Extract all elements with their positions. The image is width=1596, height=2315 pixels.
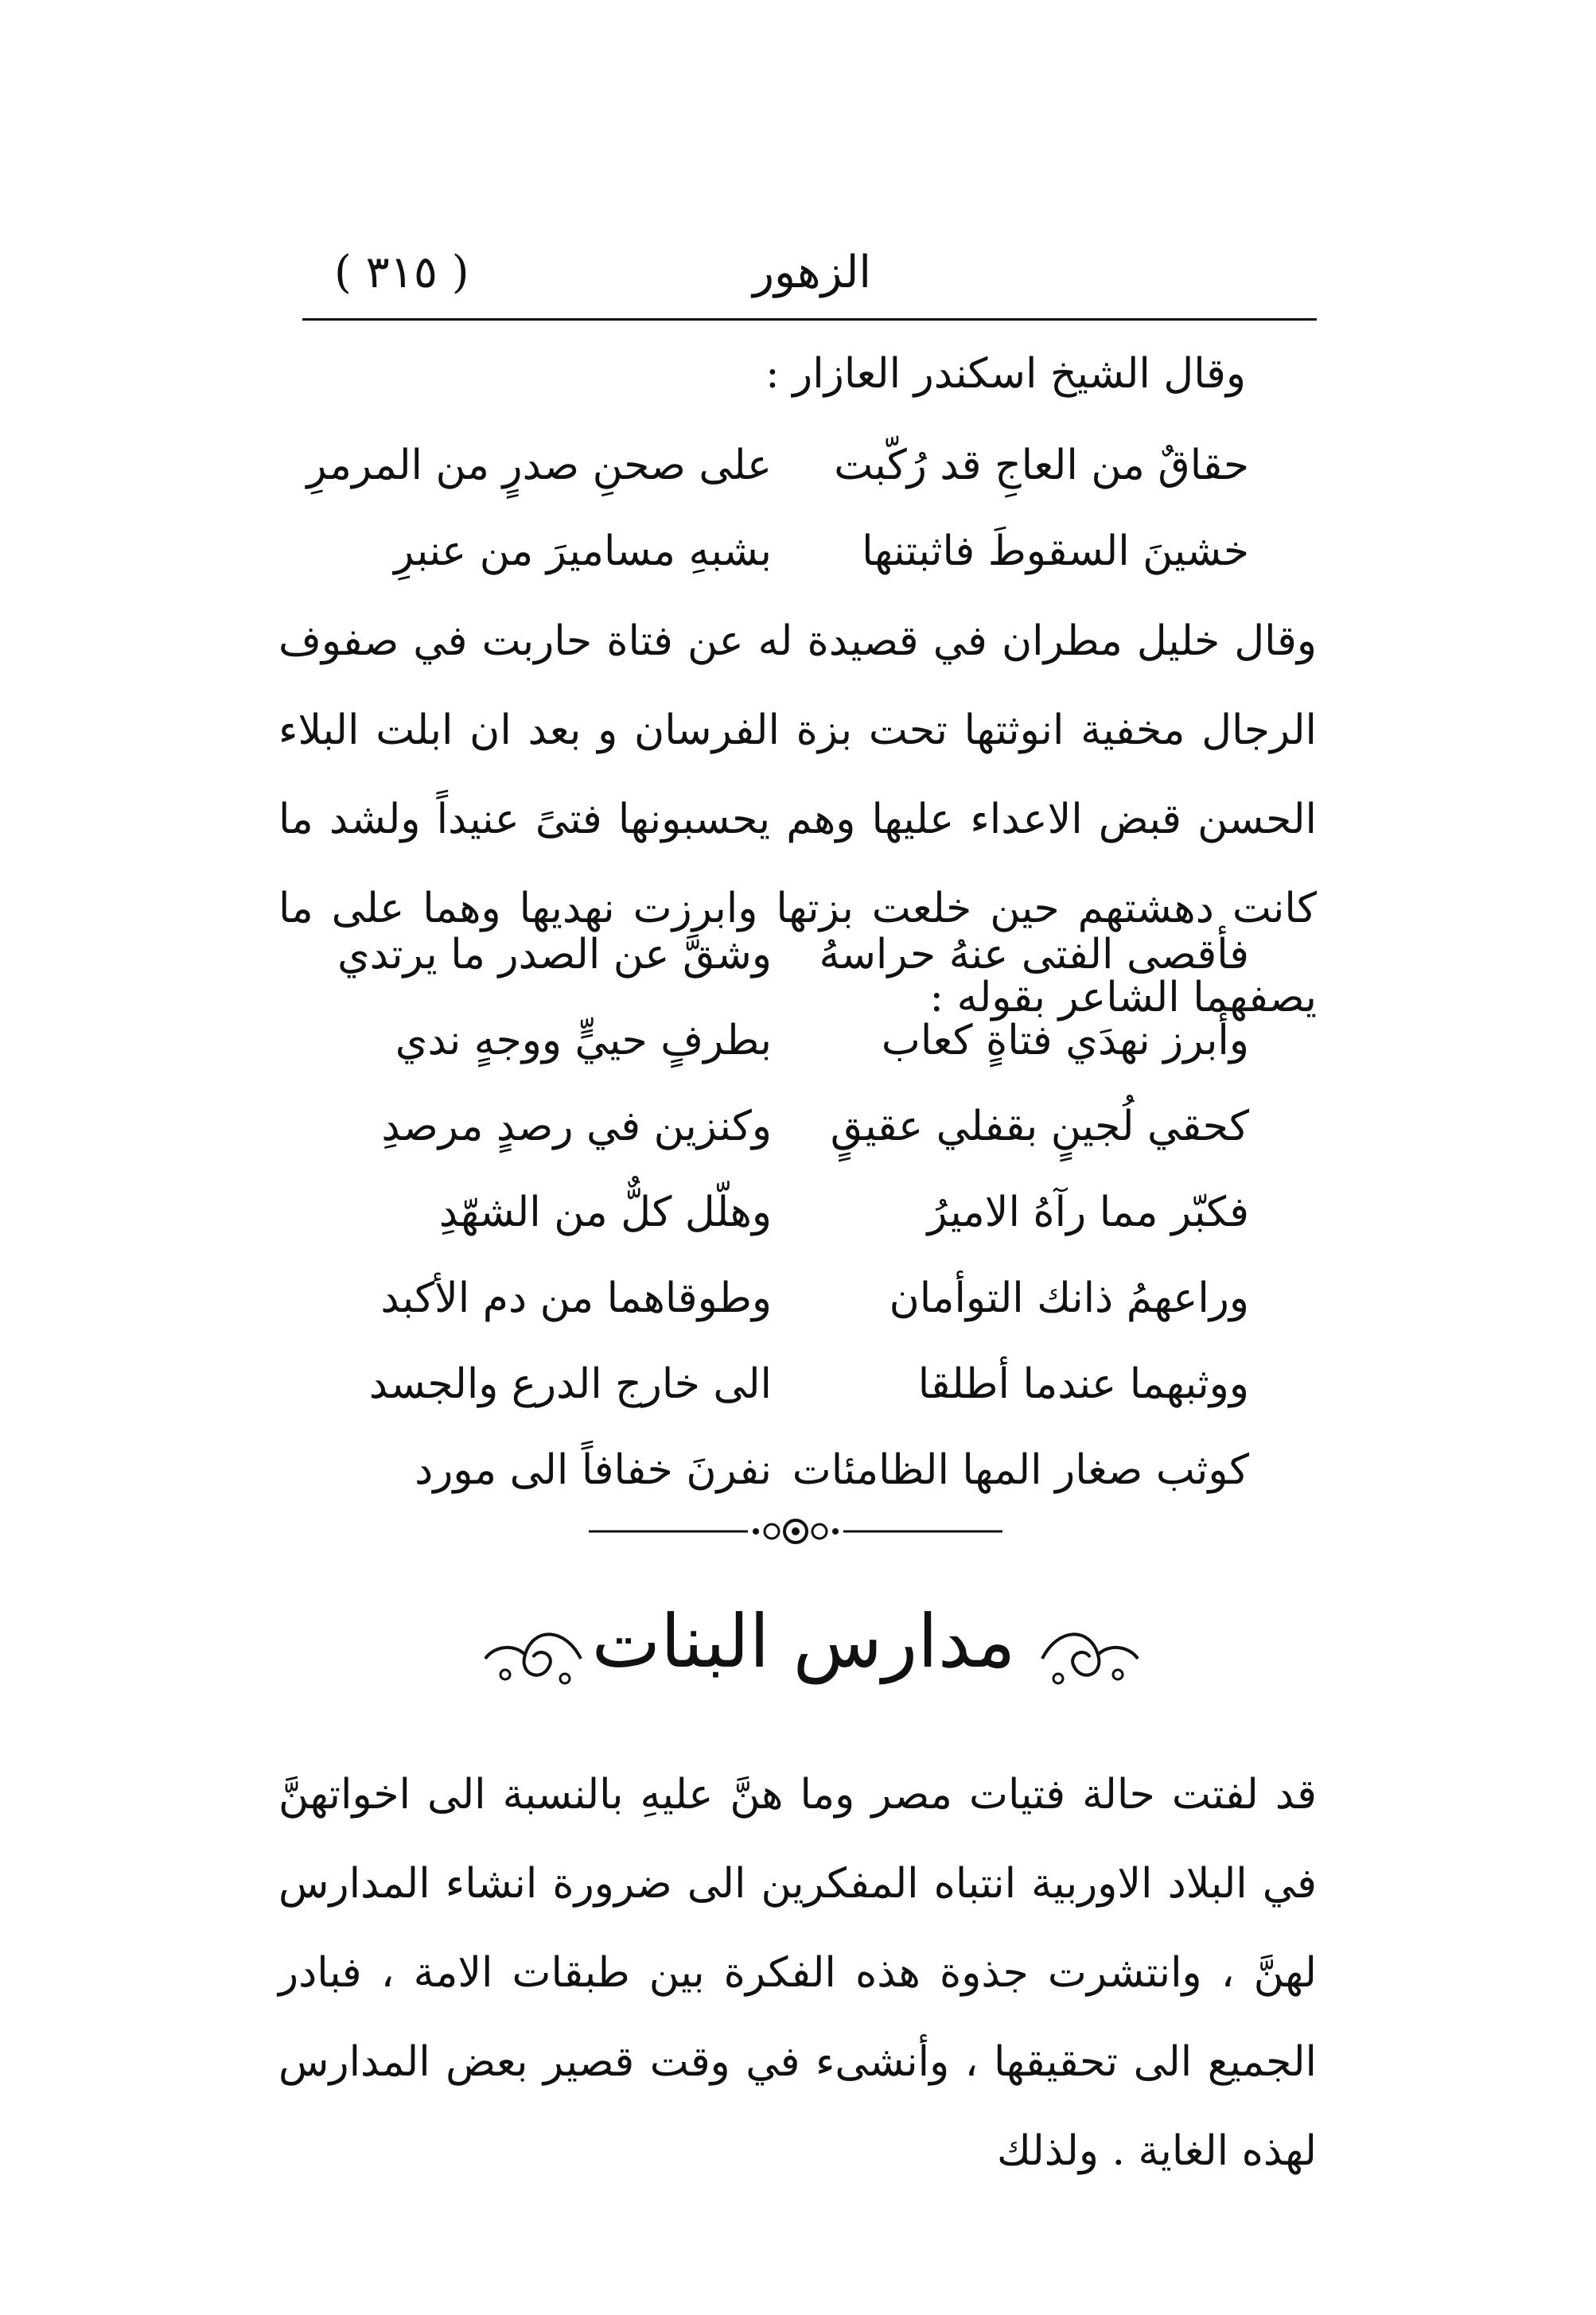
verse-second-hemistich: بشبهِ مساميرَ من عنبرِ — [394, 527, 772, 575]
section-title: مدارس البنات — [591, 1599, 1016, 1684]
verse-second-hemistich: نفرنَ خفافاً الى مورد — [415, 1446, 772, 1494]
paragraph-mutran: وقال خليل مطران في قصيدة له عن فتاة حاربت في صفوف الرجال مخفية انوثتها تحت بزة الفرسان و بعد ان ابلت البلاء الحسن قبض الاعداء عليها وهم يحسبونها فتىً عنيداً ولشد ما كانت دهشتهم حين خلعت بزتها وابرزت نهديها وهما على ما يصفهما الشاعر بقوله : — [278, 617, 1317, 1021]
page-number: ( ٣١٥ ) — [334, 247, 469, 298]
verse-first-hemistich: كوثب صغار المها الظامئات — [792, 1446, 1249, 1494]
verse — [306, 442, 1249, 527]
verse-second-hemistich: وكنزين في رصدٍ مرصدِ — [381, 1103, 772, 1150]
verse-second-hemistich: الى خارج الدرع والجسد — [368, 1360, 772, 1408]
intro-line: وقال الشيخ اسكندر العازار : — [765, 350, 1246, 398]
verse-second-hemistich: وهلّل كلٌّ من الشهّدِ — [438, 1189, 772, 1236]
ornamental-divider — [589, 1508, 1002, 1555]
verse-second-hemistich: بطرفٍ حييٍّ ووجهٍ ندي — [395, 1017, 772, 1064]
poem-1 — [306, 442, 1249, 613]
poem-2 — [337, 931, 1249, 1532]
verse-second-hemistich: على صحنِ صدرٍ من المرمرِ — [306, 442, 772, 489]
verse-second-hemistich: وشقَّ عن الصدر ما يرتدي — [337, 931, 772, 979]
verse-first-hemistich: كحقي لُجينٍ بقفلي عقيقٍ — [830, 1103, 1249, 1150]
verse — [350, 1274, 1249, 1360]
running-title: الزهور — [752, 247, 871, 298]
verse — [350, 1360, 1249, 1446]
verse-first-hemistich: وأبرز نهدَي فتاةٍ كعاب — [881, 1017, 1249, 1064]
page-header — [302, 239, 1317, 310]
verse — [337, 931, 1249, 1017]
verse — [350, 1103, 1249, 1189]
verse-first-hemistich: خشينَ السقوطَ فاثبتنها — [862, 527, 1249, 575]
verse-first-hemistich: فكبّر مما رآهُ الاميرُ — [927, 1189, 1249, 1236]
verse-second-hemistich: وطوقاهما من دم الأكبد — [380, 1274, 772, 1322]
verse — [350, 1189, 1249, 1274]
paragraph-girls-schools: قد لفتت حالة فتيات مصر وما هنَّ عليهِ بالنسبة الى اخواتهنَّ في البلاد الاوربية انتباه المفكرين الى ضرورة انشاء المدارس لهنَّ ، وانتشرت جذوة هذه الفكرة بين طبقات الامة ، فبادر الجميع الى تحقيقها ، وأنشىء في وقت قصير بعض المدارس لهذه الغاية . ولذلك — [278, 1771, 1317, 2175]
verse-first-hemistich: ووثبهما عندما أطلقا — [917, 1360, 1249, 1408]
verse — [350, 1017, 1249, 1103]
verse-first-hemistich: وراعهمُ ذانك التوأمان — [889, 1274, 1249, 1322]
header-rule — [302, 318, 1317, 321]
verse-first-hemistich: حقاقٌ من العاجِ قد رُكّبت — [834, 442, 1249, 489]
verse-first-hemistich: فأقصى الفتى عنهُ حراسهُ — [819, 931, 1249, 979]
